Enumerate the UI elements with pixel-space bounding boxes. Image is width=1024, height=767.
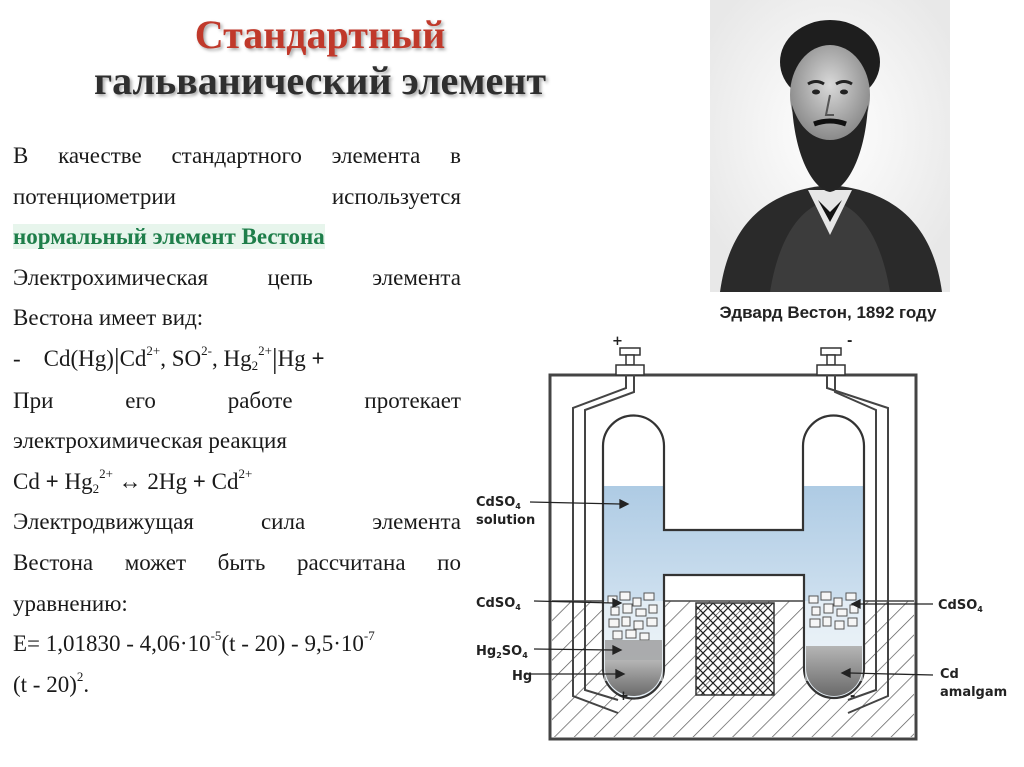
text-line-10 [13,502,461,543]
equilibrium-arrow: ↔ [118,468,142,494]
terminal-plus-label: + [612,334,623,349]
formula-part: (t - 20) - 9,5·10 [221,631,364,657]
word: в [450,143,461,168]
formula-sup: 2+ [99,465,113,481]
formula-part: Cd [211,468,239,494]
word: по [437,549,461,575]
word: элемента [331,143,421,168]
label-amalgam: amalgam [940,685,1008,700]
formula-part: E= 1,01830 - 4,06·10 [13,631,211,657]
word: В [13,143,29,168]
formula-sup: 2+ [258,342,272,358]
formula-sup: 2 [76,668,84,684]
formula-part: Hg [64,468,93,494]
reaction-equation [13,462,461,503]
formula-sup: -7 [363,628,375,644]
formula-part: Cd [13,468,40,494]
word: работе [227,387,293,413]
terminal-right [817,348,845,375]
highlighted-term: нормальный элемент Вестона [13,224,325,250]
body-text [13,136,461,705]
label-hg2so4: $Hg_2SO_4$ [476,644,528,660]
formula-part: . [83,671,90,697]
formula-sup: -5 [210,628,222,644]
title-line-2: гальванический элемент [94,58,546,103]
label-cdso4-solution: CdSO$_4$ [476,495,521,511]
emf-equation-line-1 [13,624,461,665]
label-cd: Cd [940,667,959,682]
label-hg: Hg [512,669,533,684]
formula-part: Cd(Hg) [43,345,114,371]
word: быть [217,549,266,575]
label-solution: solution [476,513,536,528]
emf-equation-line-2 [13,665,461,706]
word: Вестона [13,549,94,575]
formula-plus: + [311,345,325,371]
word: элемента [372,509,461,535]
word: Электрохимическая [13,264,209,290]
word: протекает [364,387,461,413]
word: цепь [267,264,313,290]
text-line-3 [13,217,461,258]
text-line-12: уравнению: [13,590,128,616]
text-line-1 [13,136,461,177]
title-line-1: Стандартный [194,12,446,57]
text-line-7 [13,381,461,422]
word: стандартного [171,143,302,168]
portrait-caption: Эдвард Вестон, 1892 году [719,303,937,322]
formula-part: , Hg [212,345,252,371]
formula-sub: 2 [251,357,259,373]
formula-plus: + [45,468,59,494]
word: рассчитана [296,549,406,575]
text-line-4 [13,258,461,299]
bottom-plus-label: + [618,689,629,704]
portrait-image [710,0,950,292]
formula-part: 2Hg [147,468,188,494]
text-line-2 [13,177,461,218]
word: может [124,549,187,575]
terminal-left [616,348,644,375]
formula-sub: 2 [92,480,100,496]
cell-chain-formula: - $Cd(Hg)|Cd^{2+}$, $SO^{2-}$, $Hg_2^{2+}|Hg$ + [13,342,325,375]
formula-sup: 2+ [238,465,253,481]
word: качестве [58,143,142,168]
dash: - [13,345,21,371]
text-line-5: Вестона имеет вид: [13,305,204,331]
text-line-11 [13,543,461,584]
formula-sup: 2+ [146,342,161,358]
word: потенциометрии [13,183,176,209]
bottom-minus-label: - [850,689,856,704]
formula-part: Cd [119,345,147,371]
word: Электродвижущая [13,509,194,535]
word: элемента [372,264,461,290]
slide-title [30,12,610,104]
label-cdso4-right: CdSO$_4$ [938,598,983,614]
terminal-minus-label: - [847,334,853,349]
formula-part: Hg [277,345,306,371]
formula-part: , SO [160,345,202,371]
word: его [125,387,156,413]
word: используется [331,183,461,209]
text-line-8: электрохимическая реакция [13,428,287,454]
label-cdso4-left: CdSO$_4$ [476,596,521,612]
formula-part: (t - 20) [13,671,77,697]
weston-cell-diagram [468,328,1024,767]
word: При [13,387,54,413]
formula-plus: + [192,468,206,494]
formula-sup: 2- [201,342,212,358]
word: сила [260,509,306,535]
